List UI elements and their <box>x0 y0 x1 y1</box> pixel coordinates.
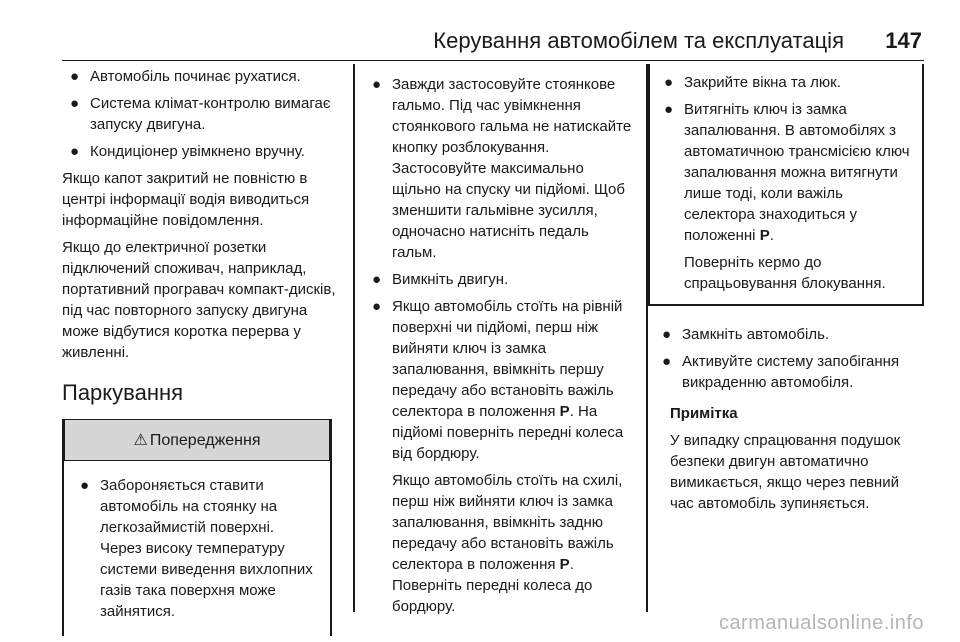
note-title: Примітка <box>670 405 738 422</box>
list-item: ● Автомобіль починає рухатися. <box>70 68 301 85</box>
list-item: ● Витягніть ключ із замка запалювання. В автомобілях з автоматичною трансмісією ключ запалювання можна витягнути лише тоді, коли важіль селектора знаходиться у положенні P. <box>664 101 910 244</box>
column-3 <box>648 64 924 520</box>
bullet-icon: ● <box>80 477 90 494</box>
note-text: У випадку спрацювання подушок безпеки двигун автоматично вимикається, якщо через певний час автомобіль зупиняється. <box>670 432 901 512</box>
list-item: ● Завжди застосовуйте стоянкове гальмо. Під час увімкнення стоянкового гальма не натискайте кнопку розблокування. Застосовуйте максимально щільно на спуску чи підйомі. Щоб зменшити гальмівне зусилля, одночасно натисніть педаль гальм. <box>372 76 632 261</box>
bullet-icon: ● <box>372 271 382 288</box>
bullet-icon: ● <box>664 101 674 118</box>
bullet-icon: ● <box>70 95 80 112</box>
paragraph-hood: Якщо капот закритий не повністю в центрі інформації водія виводиться інформаційне повідомлення. <box>62 170 310 229</box>
continued-box <box>648 64 924 306</box>
bullet-list-parking <box>364 74 634 464</box>
bullet-icon: ● <box>70 68 80 85</box>
warning-triangle-icon: ⚠ <box>133 431 148 449</box>
list-item: ● Кондиціонер увімкнено вручну. <box>70 143 305 160</box>
watermark: carmanualsonline.info <box>718 612 924 634</box>
bullet-icon: ● <box>372 298 382 315</box>
column-2 <box>364 74 634 623</box>
bullet-list-final <box>648 324 924 393</box>
paragraph-steering-lock: Поверніть кермо до спрацьовування блокування. <box>684 254 886 292</box>
list-item: ● Активуйте систему запобігання викраденню автомобіля. <box>662 353 900 391</box>
list-item: ● Система клімат-контролю вимагає запуску двигуна. <box>70 95 331 133</box>
paragraph-slope: Якщо автомобіль стоїть на схилі, перш ніж вийняти ключ із замка запалювання, ввімкніть задню передачу або встановіть важіль селектора в положення P. Поверніть передні колеса до бордюру. <box>392 472 623 615</box>
warning-title: Попередження <box>149 431 261 449</box>
bullet-icon: ● <box>662 326 672 343</box>
page-title: Керування автомобілем та експлуатація <box>433 28 844 53</box>
note-block <box>648 403 924 514</box>
paragraph-socket: Якщо до електричної розетки підключений споживач, наприклад, портативний програвач компакт-дисків, під час повторного запуску двигуна може відбутися коротка перерва у живленні. <box>62 239 336 361</box>
column-divider-left <box>353 64 355 612</box>
list-item: ● Вимкніть двигун. <box>372 271 509 288</box>
list-item: ● Забороняється ставити автомобіль на стоянку на легкозаймистій поверхні. Через високу температуру системи виведення вихлопних газів така поверхня може зайнятися. <box>80 477 313 620</box>
bullet-list-start-conditions <box>62 66 346 162</box>
page-header <box>0 26 960 56</box>
bullet-icon: ● <box>664 74 674 91</box>
page-number: 147 <box>885 28 922 53</box>
column-1 <box>62 66 346 636</box>
bullet-icon: ● <box>70 143 80 160</box>
bullet-icon: ● <box>372 76 382 93</box>
warning-header <box>64 419 330 461</box>
bullet-icon: ● <box>662 353 672 370</box>
list-item: ● Якщо автомобіль стоїть на рівній поверхні чи підйомі, перш ніж вийняти ключ із замка запалювання, ввімкніть першу передачу або встановіть важіль селектора в положення P. На підйомі поверніть передні колеса від бордюру. <box>372 298 624 462</box>
list-item: ● Закрийте вікна та люк. <box>664 74 841 91</box>
header-rule <box>62 60 924 61</box>
section-heading: Паркування <box>62 380 184 405</box>
list-item: ● Замкніть автомобіль. <box>662 326 830 343</box>
warning-body <box>64 461 330 636</box>
warning-box <box>62 419 332 636</box>
